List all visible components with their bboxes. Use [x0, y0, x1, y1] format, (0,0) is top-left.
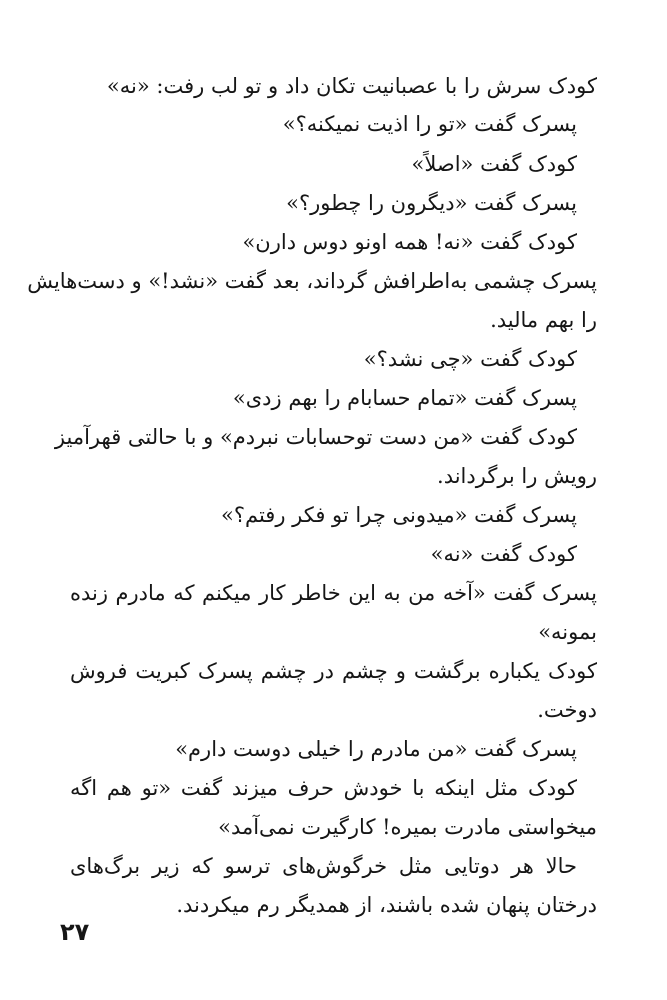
text-line-10: کودک گفت «من دست توحسابات نبردم» و با حالتی قهرآمیز — [54, 425, 577, 449]
text-line-11: رویش را برگرداند. — [437, 464, 597, 488]
text-line-18: پسرک گفت «من مادرم را خیلی دوست دارم» — [175, 737, 577, 761]
text-line-13: کودک گفت «نه» — [430, 542, 577, 566]
text-line-1: کودک سرش را با عصبانیت تکان داد و تو لب رفت: «نه» — [106, 74, 597, 98]
text-line-4: پسرک گفت «دیگرون را چطور؟» — [286, 191, 577, 215]
text-line-14: پسرک گفت «آخه من به این خاطر کار میکنم که مادرم زنده — [70, 581, 597, 605]
text-line-16: کودک یکباره برگشت و چشم در چشم پسرک کبریت فروش — [70, 659, 597, 683]
text-line-2: پسرک گفت «تو را اذیت نمیکنه؟» — [282, 112, 577, 136]
text-line-7: را بهم مالید. — [490, 308, 597, 332]
text-line-12: پسرک گفت «میدونی چرا تو فکر رفتم؟» — [220, 503, 577, 527]
text-line-20: میخواستی مادرت بمیره! کارگیرت نمی‌آمد» — [218, 815, 597, 839]
text-line-9: پسرک گفت «تمام حسابام را بهم زدی» — [232, 386, 577, 410]
text-line-3: کودک گفت «اصلاً» — [411, 152, 577, 176]
page-number: ۲۷ — [60, 918, 90, 946]
text-line-6: پسرک چشمی به‌اطرافش گرداند، بعد گفت «نشد!» و دست‌هایش — [27, 269, 597, 293]
text-line-5: کودک گفت «نه! همه اونو دوس دارن» — [242, 230, 577, 254]
text-line-15: بمونه» — [538, 620, 597, 644]
text-line-21: حالا هر دوتایی مثل خرگوش‌های ترسو که زیر برگ‌های — [70, 854, 577, 878]
text-line-17: دوخت. — [537, 698, 597, 722]
text-line-19: کودک مثل اینکه با خودش حرف میزند گفت «تو هم اگه — [70, 776, 577, 800]
text-line-22: درختان پنهان شده باشند، از همدیگر رم میکردند. — [176, 893, 597, 917]
text-line-8: کودک گفت «چی نشد؟» — [363, 347, 577, 371]
